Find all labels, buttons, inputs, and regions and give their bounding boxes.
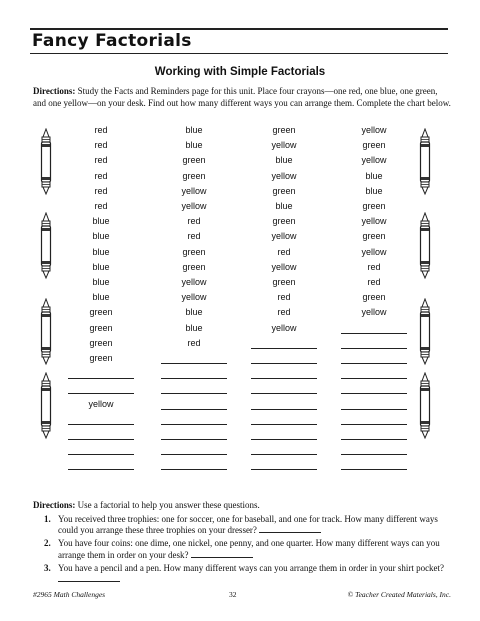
chart-cell: red bbox=[187, 337, 201, 348]
chart-blank[interactable] bbox=[251, 363, 317, 364]
chart-blank[interactable] bbox=[161, 469, 227, 470]
question-item bbox=[44, 563, 454, 585]
chart-blank[interactable] bbox=[341, 439, 407, 440]
chart-blank[interactable] bbox=[68, 454, 134, 455]
chart-cell: yellow bbox=[181, 185, 207, 196]
chart-cell: blue bbox=[275, 201, 293, 211]
chart-cell: green bbox=[362, 231, 386, 242]
chart-cell: yellow bbox=[181, 277, 207, 287]
directions-text: Use a factorial to help you answer these questions. bbox=[75, 500, 260, 510]
chart-cell: blue bbox=[275, 155, 293, 166]
chart-cell: yellow bbox=[181, 292, 207, 303]
chart-blank[interactable] bbox=[341, 393, 407, 394]
chart-cell: green bbox=[362, 140, 386, 151]
chart-cell: blue bbox=[185, 140, 203, 151]
chart-cell: yellow bbox=[271, 170, 297, 181]
chart-blank[interactable] bbox=[251, 439, 317, 440]
chart-blank[interactable] bbox=[68, 393, 134, 394]
chart-cell: blue bbox=[92, 216, 110, 227]
chart-cell: yellow bbox=[361, 125, 387, 135]
chart-cell: red bbox=[94, 185, 108, 196]
crayon-icon bbox=[38, 128, 54, 196]
answer-blank[interactable] bbox=[259, 525, 321, 533]
chart-cell: red bbox=[94, 125, 108, 135]
chart-cell: yellow bbox=[271, 231, 297, 242]
chart-blank[interactable] bbox=[161, 393, 227, 394]
chart-cell: blue bbox=[185, 125, 203, 135]
chart-cell: green bbox=[182, 246, 206, 257]
chart-blank[interactable] bbox=[341, 363, 407, 364]
chart-cell: yellow bbox=[271, 261, 297, 272]
chart-blank[interactable] bbox=[251, 348, 317, 349]
crayon-icon bbox=[38, 212, 54, 280]
chart-cell: green bbox=[182, 155, 206, 166]
chart-cell: blue bbox=[365, 170, 383, 181]
directions-label: Directions: bbox=[33, 86, 76, 96]
crayon-icon bbox=[417, 212, 433, 280]
chart-blank[interactable] bbox=[161, 363, 227, 364]
chart-blank[interactable] bbox=[341, 333, 407, 334]
chart-cell: yellow bbox=[361, 307, 387, 318]
chart-blank[interactable] bbox=[68, 469, 134, 470]
directions-text: Study the Facts and Reminders page for this unit. Place four crayons—one red, one blue, one green, and one yellow—on your desk. Find out how many different ways you can arrange them. Complete the chart below. bbox=[33, 86, 451, 108]
chart-cell: green bbox=[89, 353, 113, 363]
chart-blank[interactable] bbox=[341, 469, 407, 470]
chart-cell: blue bbox=[92, 277, 110, 287]
chart-cell: yellow bbox=[361, 246, 387, 257]
chart-cell: green bbox=[272, 185, 296, 196]
chart-cell: red bbox=[94, 140, 108, 151]
chart-cell: red bbox=[367, 277, 381, 287]
chart-cell: blue bbox=[365, 185, 383, 196]
footer-book-id: #2965 Math Challenges bbox=[33, 590, 106, 599]
page-title: Fancy Factorials bbox=[32, 31, 192, 51]
top-rule bbox=[30, 28, 448, 30]
title-rule bbox=[30, 53, 448, 54]
chart-cell: red bbox=[187, 231, 201, 242]
answer-blank[interactable] bbox=[58, 574, 120, 582]
chart-blank[interactable] bbox=[161, 409, 227, 410]
chart-blank[interactable] bbox=[341, 409, 407, 410]
chart-blank[interactable] bbox=[251, 393, 317, 394]
chart-cell: blue bbox=[185, 322, 203, 333]
crayon-icon bbox=[417, 372, 433, 440]
chart-cell: green bbox=[272, 277, 296, 287]
crayon-icon bbox=[417, 128, 433, 196]
chart-cell: green bbox=[362, 292, 386, 303]
chart-cell: yellow bbox=[181, 201, 207, 211]
chart-cell: green bbox=[182, 261, 206, 272]
chart-cell: green bbox=[89, 337, 113, 348]
chart-cell: yellow bbox=[361, 155, 387, 166]
chart-cell: green bbox=[182, 170, 206, 181]
chart-blank[interactable] bbox=[251, 409, 317, 410]
chart-cell: green bbox=[272, 216, 296, 227]
crayon-icon bbox=[38, 298, 54, 366]
chart-cell: blue bbox=[185, 307, 203, 318]
chart-cell: yellow bbox=[361, 216, 387, 227]
chart-cell: red bbox=[94, 155, 108, 166]
chart-blank[interactable] bbox=[251, 424, 317, 425]
question-text: You received three trophies: one for soccer, one for baseball, and one for track. How many different ways could you arrange these three trophies on your dresser? bbox=[58, 514, 438, 536]
chart-cell: red bbox=[277, 246, 291, 257]
chart-blank[interactable] bbox=[251, 378, 317, 379]
chart-blank[interactable] bbox=[161, 424, 227, 425]
chart-cell: green bbox=[89, 322, 113, 333]
chart-blank[interactable] bbox=[68, 424, 134, 425]
chart-cell: green bbox=[362, 201, 386, 211]
question-item bbox=[44, 538, 454, 560]
question-item bbox=[44, 514, 454, 536]
directions-paragraph-2 bbox=[33, 500, 451, 512]
crayon-icon bbox=[38, 372, 54, 440]
question-text: You have a pencil and a pen. How many different ways can you arrange them in order in your shirt pocket? bbox=[58, 562, 445, 573]
chart-blank[interactable] bbox=[251, 454, 317, 455]
chart-blank[interactable] bbox=[161, 378, 227, 379]
crayon-icon bbox=[417, 298, 433, 366]
chart-blank[interactable] bbox=[341, 424, 407, 425]
chart-blank[interactable] bbox=[251, 469, 317, 470]
chart-cell: yellow bbox=[271, 140, 297, 151]
chart-cell: red bbox=[277, 307, 291, 318]
answer-blank[interactable] bbox=[191, 550, 253, 558]
chart-cell: red bbox=[94, 201, 108, 211]
question-number: 1. bbox=[44, 514, 51, 524]
footer-copyright: © Teacher Created Materials, Inc. bbox=[347, 590, 451, 599]
directions-label: Directions: bbox=[33, 500, 76, 510]
chart-blank[interactable] bbox=[161, 439, 227, 440]
chart-blank[interactable] bbox=[341, 378, 407, 379]
chart-cell: yellow bbox=[88, 398, 114, 409]
chart-cell: blue bbox=[92, 292, 110, 303]
chart-blank[interactable] bbox=[341, 348, 407, 349]
chart-cell: red bbox=[367, 261, 381, 272]
chart-cell: red bbox=[277, 292, 291, 303]
chart-blank[interactable] bbox=[341, 454, 407, 455]
chart-cell: blue bbox=[92, 231, 110, 242]
directions-paragraph-1 bbox=[33, 86, 451, 109]
chart-cell: red bbox=[94, 170, 108, 181]
question-number: 2. bbox=[44, 538, 51, 549]
chart-cell: blue bbox=[92, 261, 110, 272]
chart-cell: red bbox=[187, 216, 201, 227]
question-text: You have four coins: one dime, one nickel, one penny, and one quarter. How many different ways can you arrange them in order on your desk? bbox=[58, 538, 440, 560]
chart-blank[interactable] bbox=[68, 439, 134, 440]
chart-blank[interactable] bbox=[68, 378, 134, 379]
question-number: 3. bbox=[44, 562, 51, 573]
chart-cell: blue bbox=[92, 246, 110, 257]
chart-cell: green bbox=[89, 307, 113, 318]
chart-cell: yellow bbox=[271, 322, 297, 333]
footer-page-number: 32 bbox=[229, 590, 237, 599]
chart-cell: green bbox=[272, 125, 296, 135]
page-subtitle: Working with Simple Factorials bbox=[154, 66, 326, 78]
question-list bbox=[44, 514, 454, 587]
chart-blank[interactable] bbox=[161, 454, 227, 455]
